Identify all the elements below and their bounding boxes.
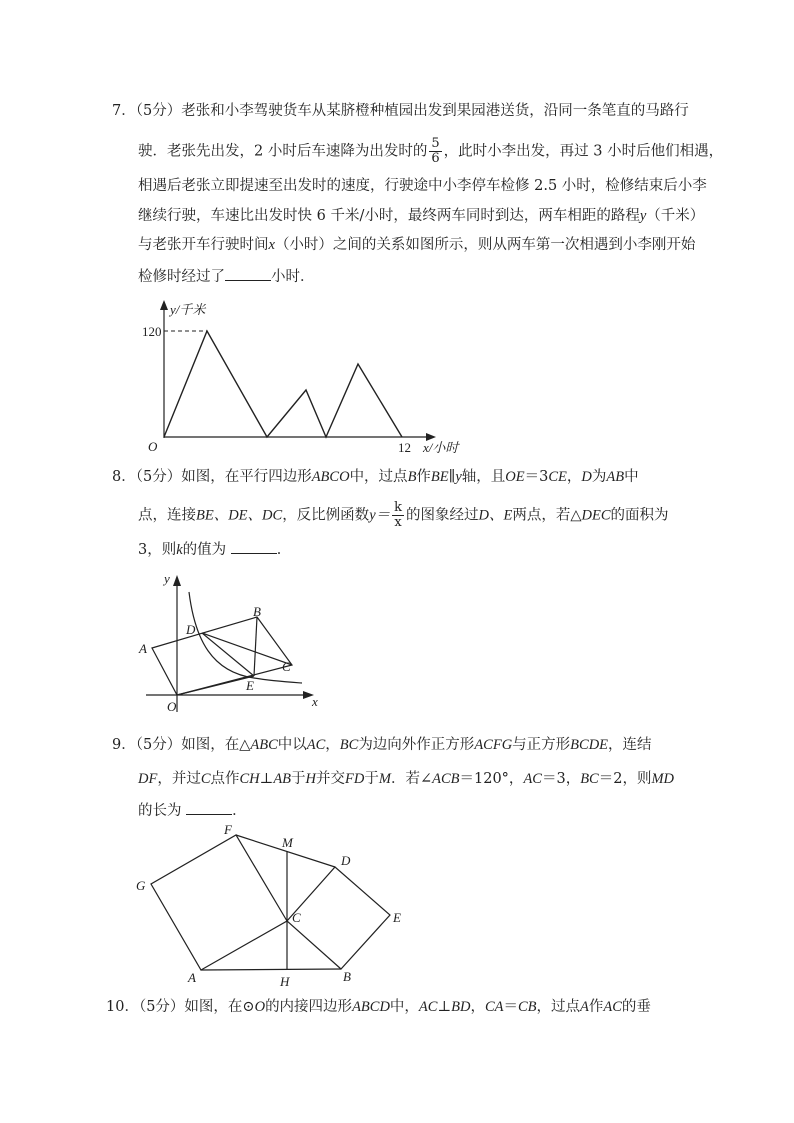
q10-line-1: 10．（5分）如图，在⊙O的内接四边形ABCD中，AC⊥BD，CA＝CB，过点A作AC的垂 bbox=[106, 999, 651, 1015]
segment-BE bbox=[254, 617, 257, 676]
y-axis-label: y/千米 bbox=[170, 302, 206, 317]
q7-line-5: 与老张开车行驶时间x（小时）之间的关系如图所示，则从两车第一次相遇到小李刚开始 bbox=[138, 237, 696, 253]
label-F: F bbox=[224, 822, 232, 837]
q9-line-1: 9．（5分）如图，在△ABC中以AC，BC为边向外作正方形ACFG与正方形BCDE，连结 bbox=[112, 737, 652, 753]
label-y: y bbox=[164, 571, 170, 586]
label-D: D bbox=[186, 622, 196, 637]
q9-squares-figure bbox=[133, 822, 413, 990]
y-tick-120: 120 bbox=[142, 324, 162, 339]
label-C: C bbox=[292, 910, 301, 925]
q8-line-2: 点，连接BE、DE、DC，反比例函数y＝ $\frac{k}{x}$ 的图象经过D、E两点，若△DEC的面积为 bbox=[138, 500, 669, 530]
label-H: H bbox=[280, 974, 290, 989]
y-axis-arrow bbox=[160, 300, 168, 310]
label-E: E bbox=[393, 910, 401, 925]
label-x: x bbox=[312, 694, 318, 709]
answer-blank[interactable] bbox=[231, 539, 277, 554]
square-ACFG bbox=[151, 835, 287, 970]
origin-label: O bbox=[148, 439, 158, 454]
answer-blank[interactable] bbox=[186, 800, 232, 815]
segment-AB bbox=[201, 969, 341, 970]
x-axis-label: x/小时 bbox=[423, 440, 459, 455]
q7-distance-time-graph bbox=[140, 296, 470, 461]
label-B: B bbox=[253, 604, 261, 619]
label-D: D bbox=[341, 853, 351, 868]
q7-line-2: 驶．老张先出发，2 小时后车速降为出发时的 $\frac{5}{6}$ ，此时小李出发，再过 3 小时后他们相遇， bbox=[138, 136, 724, 166]
q7-line-6: 检修时经过了 小时． bbox=[138, 266, 315, 287]
label-G: G bbox=[136, 878, 146, 893]
q7-line-3: 相遇后老张立即提速至出发时的速度，行驶途中小李停车检修 2.5 小时，检修结束后小李 bbox=[138, 178, 707, 194]
label-C: C bbox=[282, 659, 291, 674]
y-axis-arrow bbox=[173, 575, 181, 586]
square-BCDE bbox=[287, 867, 390, 969]
answer-blank[interactable] bbox=[225, 266, 271, 281]
q7-line-4: 继续行驶，车速比出发时快 6 千米/小时，最终两车同时到达，两车相距的路程y（千米） bbox=[138, 208, 705, 224]
label-A: A bbox=[188, 970, 196, 985]
label-B: B bbox=[343, 969, 351, 984]
label-A: A bbox=[139, 641, 147, 656]
q8-line-3: 3，则k的值为 ． bbox=[138, 539, 291, 560]
q7-line-1: 7．（5分）老张和小李驾驶货车从某脐橙种植园出发到果园港送货，沿同一条笔直的马路行 bbox=[112, 103, 689, 119]
segment-OE bbox=[177, 676, 254, 695]
q9-line-2: DF，并过C点作CH⊥AB于H并交FD于M．若∠ACB＝120°，AC＝3，BC＝2，则MD bbox=[138, 771, 675, 787]
x-tick-12: 12 bbox=[398, 440, 411, 455]
label-M: M bbox=[282, 835, 293, 850]
label-O: O bbox=[167, 699, 177, 714]
q9-line-3: 的长为 ． bbox=[138, 800, 247, 821]
fraction-k-x: $\frac{k}{x}$ bbox=[394, 500, 403, 530]
distance-line bbox=[164, 331, 402, 437]
q8-parallelogram-figure bbox=[135, 568, 325, 718]
q8-line-1: 8．（5分）如图，在平行四边形ABCO中，过点B作BE∥y轴，且OE＝3CE，D为AB中 bbox=[112, 469, 639, 485]
label-E: E bbox=[246, 678, 254, 693]
fraction-5-6: $\frac{5}{6}$ bbox=[431, 136, 440, 166]
